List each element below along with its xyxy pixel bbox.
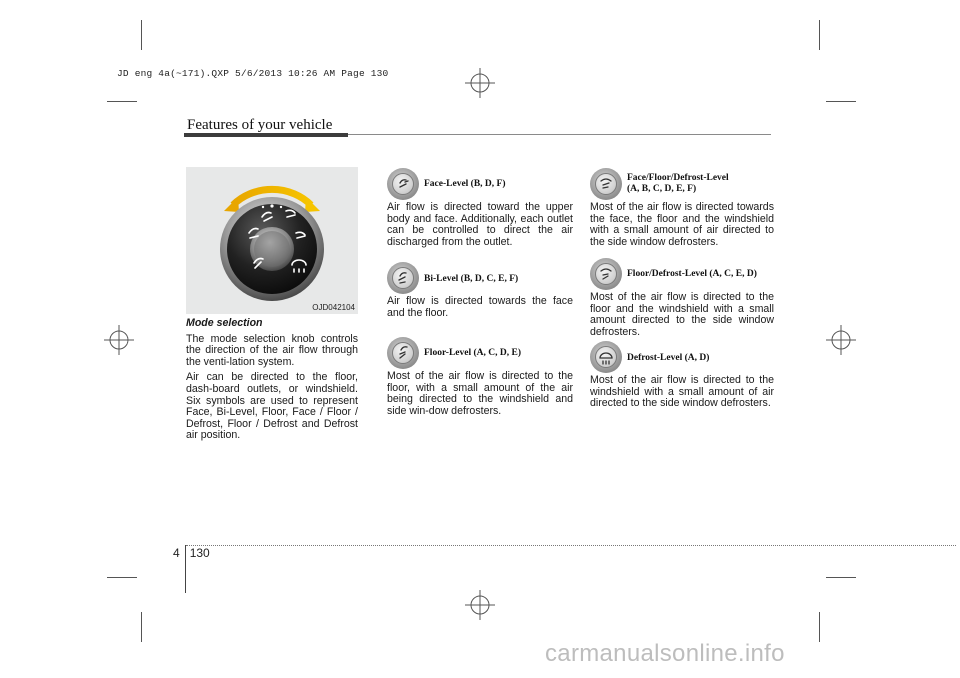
mode-floor-level [387, 337, 573, 421]
header-rule [348, 134, 771, 135]
mode-face-level [387, 168, 573, 252]
mode-description: Air flow is directed towards the face and the floor. [387, 295, 573, 319]
mode-title [627, 173, 729, 195]
mode-description: Most of the air flow is directed to the floor and the windshield with a small amount directed to the side window defrosters. [590, 291, 774, 338]
footer-rule [186, 545, 956, 546]
mode-title-line: Face/Floor/Defrost-Level [627, 173, 729, 183]
mode-title-line: (A, B, C, D, E, F) [627, 184, 697, 194]
registration-mark-icon [104, 325, 134, 355]
page-number [173, 546, 210, 560]
watermark: carmanualsonline.info [545, 640, 785, 667]
mode-bi-level [387, 262, 573, 323]
floor-level-icon [387, 337, 419, 369]
mode-description: Most of the air flow is directed towards the face, the floor and the windshield with a small amount of air directed to the side window defrosters. [590, 201, 774, 248]
mode-title: Defrost-Level (A, D) [627, 353, 710, 363]
section-caption: Mode selection [186, 317, 263, 329]
mode-knob-figure [186, 167, 358, 314]
bi-level-icon [387, 262, 419, 294]
mode-title: Bi-Level (B, D, C, E, F) [424, 274, 519, 284]
mode-description: Most of the air flow is directed to the floor, with a small amount of the air being directed to the windshield and side win-dow defrosters. [387, 370, 573, 417]
registration-mark-icon [465, 590, 495, 620]
face-level-icon [387, 168, 419, 200]
mode-defrost [590, 341, 774, 414]
section-number: 4 [173, 546, 180, 560]
mode-title: Face-Level (B, D, F) [424, 179, 506, 189]
mode-face-floor-defrost [590, 168, 774, 252]
registration-mark-icon [826, 325, 856, 355]
intro-section [186, 318, 358, 446]
header-bar [184, 133, 348, 137]
mode-title: Floor-Level (A, C, D, E) [424, 348, 521, 358]
defrost-icon [590, 341, 622, 373]
mode-description: Most of the air flow is directed to the windshield with a small amount of air directed to the side window defrosters. [590, 374, 774, 410]
intro-paragraph: Air can be directed to the floor, dash-board outlets, or windshield. Six symbols are used to represent Face, Bi-Level, Floor, Face / Floor / Defrost, Floor / Defrost and Defrost air position. [186, 371, 358, 442]
mode-selection-knob-icon [186, 167, 358, 314]
floor-defrost-icon [590, 258, 622, 290]
registration-mark-icon [465, 68, 495, 98]
page-header-title: Features of your vehicle [187, 117, 333, 133]
print-slug: JD eng 4a(~171).QXP 5/6/2013 10:26 AM Page 130 [117, 68, 389, 79]
figure-code: OJD042104 [312, 303, 355, 312]
page-number-value: 130 [189, 546, 210, 560]
mode-description: Air flow is directed toward the upper body and face. Additionally, each outlet can be controlled to direct the air discharged from the outlet. [387, 201, 573, 248]
face-floor-defrost-icon [590, 168, 622, 200]
mode-title: Floor/Defrost-Level (A, C, E, D) [627, 269, 757, 279]
mode-floor-defrost [590, 258, 774, 342]
intro-paragraph: The mode selection knob controls the direction of the air flow through the venti-lation system. [186, 332, 358, 368]
